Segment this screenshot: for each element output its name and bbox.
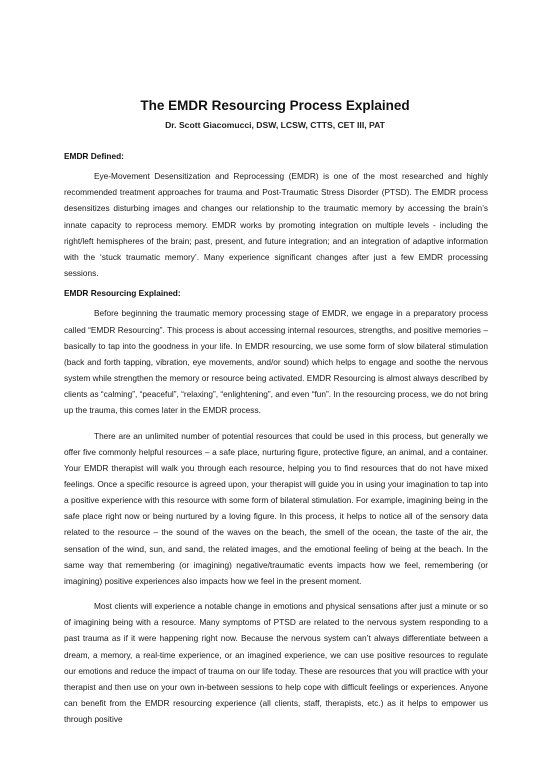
document-author: Dr. Scott Giacomucci, DSW, LCSW, CTTS, CET III, PAT: [165, 120, 385, 130]
section-heading-emdr-defined: EMDR Defined:: [64, 151, 124, 161]
paragraph: There are an unlimited number of potential resources that could be used in this process, but generally we offer five commonly helpful resources – a safe place, nurturing figure, protective figure, an animal, and a container. Your EMDR therapist will walk you through each resource, helping you to find resources that do not have mixed feelings. Once a specific resource is agreed upon, your therapist will guide you in using your imagination to tap into a positive experience with this resource with some form of bilateral stimulation. For example, imagining being in the safe place right now or being nurtured by a loving figure. In this process, it helps to notice all of the sensory data related to the resource – the sound of the waves on the beach, the smell of the ocean, the taste of the air, the sensation of the wind, sun, and sand, the related images, and the emotional feeling of being at the beach. In the same way that remembering (or imagining) negative/traumatic events impacts how we feel, remembering (or imagining) positive experiences also impacts how we feel in the present moment.: [64, 430, 488, 586]
paragraph: Most clients will experience a notable change in emotions and physical sensations after just a minute or so of imagining being with a resource. Many symptoms of PTSD are related to the nervous system responding to a past trauma as if it were happening right now. Because the nervous system can’t always differentiate between a dream, a memory, a real-time experience, or an imagined experience, we can use positive resources to regulate our emotions and reduce the impact of trauma on our life today. These are resources that you will practice with your therapist and then use on your own in-between sessions to help cope with difficult feelings or experiences. Anyone can benefit from the EMDR resourcing experience (all clients, staff, therapists, etc.) as it helps to empower us through positive: [64, 601, 488, 725]
document-title: The EMDR Resourcing Process Explained: [140, 98, 410, 113]
section-heading-resourcing-explained: EMDR Resourcing Explained:: [64, 288, 181, 299]
paragraph: Eye-Movement Desensitization and Reprocessing (EMDR) is one of the most researched and highly recommended treatment approaches for trauma and Post-Traumatic Stress Disorder (PTSD). The EMDR process desensitizes disturbing images and changes our relationship to the traumatic memory by accessing the brain’s innate capacity to reprocess memory. EMDR works by promoting integration on multiple levels - including the right/left hemispheres of the brain; past, present, and future integration; and an integration of adaptive information with the ‘stuck traumatic memory’. Many experience significant changes after just a few EMDR processing sessions.: [64, 171, 488, 279]
document-body: [64, 148, 488, 727]
paragraph: Before beginning the traumatic memory processing stage of EMDR, we engage in a preparatory process called “EMDR Resourcing”. This process is about accessing internal resources, strengths, and positive memories – basically to tap into the goodness in your life. In EMDR resourcing, we use some form of slow bilateral stimulation (back and forth tapping, vibration, eye movements, and/or sound) which helps to engage and soothe the nervous system while strengthen the memory or resource being activated. EMDR Resourcing is almost always described by clients as “calming”, “peaceful”, “relaxing”, “enlightening”, and even “fun”. In the resourcing process, we do not bring up the trauma, this comes later in the EMDR process.: [64, 308, 488, 416]
